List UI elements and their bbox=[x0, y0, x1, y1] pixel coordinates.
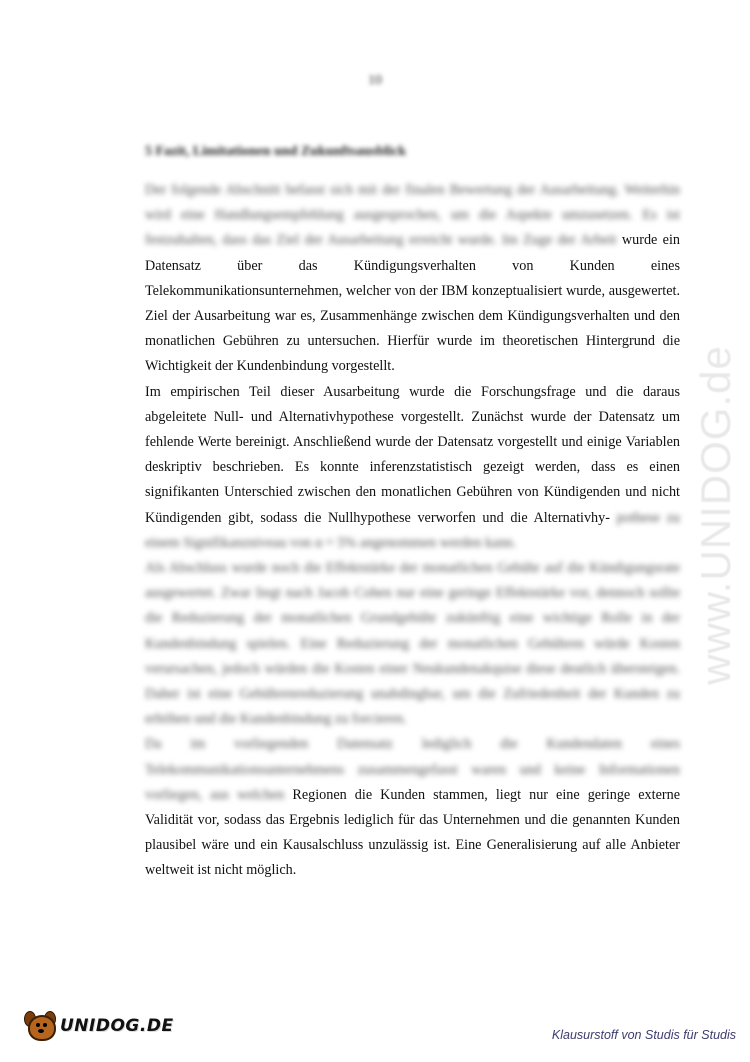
dog-mascot-icon bbox=[22, 1009, 58, 1043]
text-segment: Im empirischen Teil dieser Ausarbeitung wurde die Forschungsfrage und die daraus abgeleitete Null- und Alternativhypothese vorgestellt. Zunächst wurde der Datensatz um fehlende Werte bereinigt. Anschließend wurde der Datensatz vorgestellt und einige Variablen deskriptiv beschrieben. Es konnte inferenzstatistisch gezeigt werden, dass es einen signifikanten Unterschied zwischen den monatlichen Gebühren von Kündigenden und nicht Kündigenden gibt, sodass die Nullhypothese verworfen und die Alternativhy- bbox=[145, 383, 680, 526]
blurred-text-segment: pothese zu einem Signifikanzniveau von α = 5% angenommen werden kann. bbox=[145, 509, 681, 551]
blurred-text-segment: Als Abschluss wurde noch die Effektstärke der monatlichen Gebühr auf die Kündigungsrate ausgewertet. Zwar liegt nach Jacob Cohen nur eine geringe Effektstärke vor, dennoch sollte die Reduzierung der monatlichen Grundgebühr zukünftig eine wichtige Rolle in der Kundenbindung spielen. Eine Reduzierung der monatlichen Gebühren würde Kosten verursachen, jedoch würden die Kosten einer Neukundenakquise diese deutlich übersteigen. Daher ist eine Gebührenreduzierung unabdingbar, um die Zufriedenheit der Kunden zu erhöhen und die Kundenbindung zu forcieren. bbox=[145, 560, 680, 728]
watermark bbox=[692, 280, 739, 750]
blurred-text-segment: Der folgende Abschnitt befasst sich mit der finalen Bewertung der Ausarbeitung. Weiterhin wird eine Handlungsempfehlung ausgesprochen, um die Aspekte umzusetzen. Es ist festzuhalten, dass das Ziel der Ausarbeitung erreicht wurde. Im Zuge der Arbeit bbox=[145, 182, 680, 249]
text-segment: wurde ein Datensatz über das Kündigungsverhalten von Kunden eines Telekommunikationsunternehmen, welcher von der IBM konzeptualisiert wurde, ausgewertet. Ziel der Ausarbeitung war es, Zusammenhänge zwischen dem Kündigungsverhalten und den monatlichen Gebühren zu untersuchen. Hierfür wurde im theoretischen Hintergrund die Wichtigkeit der Kundenbindung vorgestellt. bbox=[145, 232, 681, 375]
body-text bbox=[145, 178, 680, 884]
paragraph bbox=[145, 556, 680, 732]
footer-tagline: Klausurstoff von Studis für Studis bbox=[551, 1028, 736, 1042]
paragraph bbox=[145, 732, 680, 883]
paragraph bbox=[145, 380, 680, 556]
text-segment: Regionen die Kunden stammen, liegt nur eine geringe externe Validität vor, sodass das Ergebnis lediglich für das Unternehmen und die genannten Kunden plausibel wäre und ein Kausalschluss unzulässig ist. Eine Generalisierung auf alle Anbieter weltweit ist nicht möglich. bbox=[145, 786, 680, 879]
section-heading: 5 Fazit, Limitationen und Zukunftsausblick bbox=[145, 144, 407, 159]
page-number: 10 bbox=[368, 73, 382, 88]
footer-logo bbox=[22, 1008, 174, 1044]
paragraph bbox=[145, 178, 680, 380]
watermark-text: www.UNIDOG.de bbox=[692, 345, 739, 685]
blurred-text-segment: Da im vorliegenden Datensatz lediglich die Kundendaten eines Telekommunikationsunternehmens zusammengefasst waren und keine Informationen vorliegen, aus welchen bbox=[145, 736, 680, 803]
logo-text: UNIDOG.DE bbox=[60, 1016, 174, 1036]
